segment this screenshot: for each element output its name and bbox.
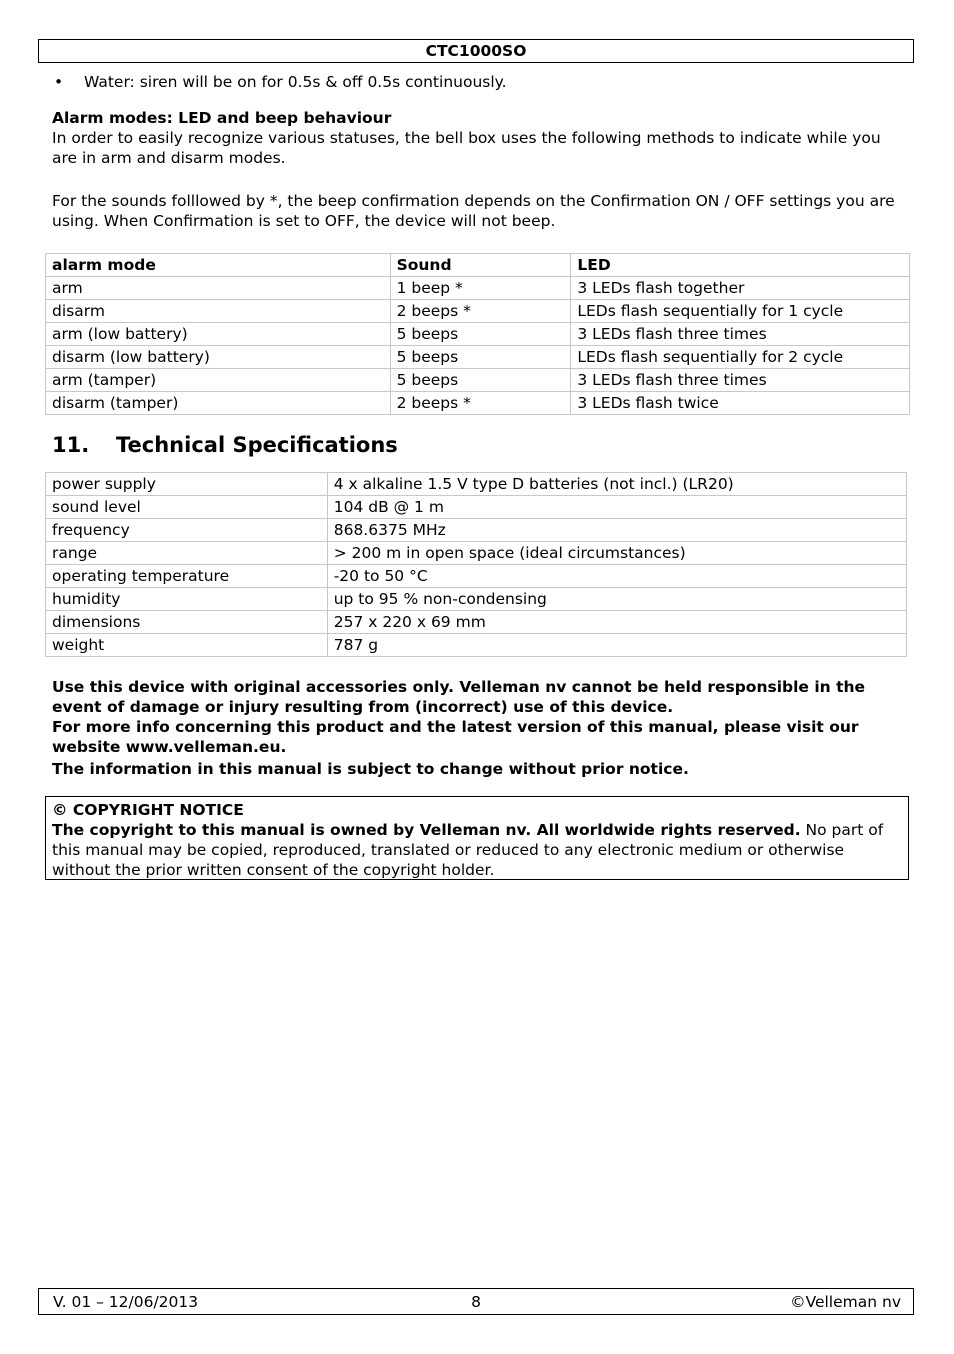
spec-value: 257 x 220 x 69 mm xyxy=(327,611,906,634)
cell-led: 3 LEDs flash together xyxy=(571,277,910,300)
cell-mode: disarm (low battery) xyxy=(46,346,391,369)
header-alarm-mode: alarm mode xyxy=(46,254,391,277)
tech-spec-heading xyxy=(52,431,398,459)
table-row xyxy=(46,519,907,542)
footer-version: V. 01 – 12/06/2013 xyxy=(53,1293,199,1311)
alarm-table xyxy=(45,253,910,415)
spec-label: sound level xyxy=(46,496,328,519)
section-number: 11. xyxy=(52,433,90,457)
spec-label: operating temperature xyxy=(46,565,328,588)
alarm-table-header-row xyxy=(46,254,910,277)
spec-value: 787 g xyxy=(327,634,906,657)
cell-led: 3 LEDs flash twice xyxy=(571,392,910,415)
cell-sound: 2 beeps * xyxy=(390,300,571,323)
table-row xyxy=(46,634,907,657)
notices xyxy=(52,677,912,779)
spec-value: 4 x alkaline 1.5 V type D batteries (not incl.) (LR20) xyxy=(327,473,906,496)
cell-led: 3 LEDs flash three times xyxy=(571,369,910,392)
spec-label: range xyxy=(46,542,328,565)
cell-mode: arm xyxy=(46,277,391,300)
notice-website: For more info concerning this product and the latest version of this manual, please visit our website www.velleman.eu. xyxy=(52,718,859,756)
cell-sound: 1 beep * xyxy=(390,277,571,300)
spec-value: > 200 m in open space (ideal circumstances) xyxy=(327,542,906,565)
alarm-section-title: Alarm modes: LED and beep behaviour xyxy=(52,109,392,127)
cell-led: 3 LEDs flash three times xyxy=(571,323,910,346)
cell-sound: 5 beeps xyxy=(390,369,571,392)
table-row xyxy=(46,588,907,611)
spec-value: 104 dB @ 1 m xyxy=(327,496,906,519)
copyright-bold: The copyright to this manual is owned by Velleman nv. All worldwide rights reserved. xyxy=(52,821,801,839)
spec-label: power supply xyxy=(46,473,328,496)
section-title: Technical Specifications xyxy=(116,433,398,457)
bullet-dot-icon: • xyxy=(54,73,64,91)
cell-sound: 2 beeps * xyxy=(390,392,571,415)
footer-owner: ©Velleman nv xyxy=(790,1293,901,1311)
header-sound: Sound xyxy=(390,254,571,277)
cell-mode: arm (low battery) xyxy=(46,323,391,346)
cell-sound: 5 beeps xyxy=(390,346,571,369)
table-row xyxy=(46,300,910,323)
header-model: CTC1000SO xyxy=(38,39,914,63)
cell-mode: arm (tamper) xyxy=(46,369,391,392)
table-row xyxy=(46,346,910,369)
table-row xyxy=(46,565,907,588)
spec-value: -20 to 50 °C xyxy=(327,565,906,588)
spec-label: frequency xyxy=(46,519,328,542)
table-row xyxy=(46,496,907,519)
header-led: LED xyxy=(571,254,910,277)
intro-content xyxy=(52,70,910,231)
notice-accessories: Use this device with original accessories only. Velleman nv cannot be held responsible in the event of damage or injury resulting from (incorrect) use of this device. xyxy=(52,678,866,716)
table-row xyxy=(46,277,910,300)
cell-sound: 5 beeps xyxy=(390,323,571,346)
copyright-rest: No part of this manual may be copied, reproduced, translated or reduced to any electronic medium or otherwise without the prior written consent of the copyright holder. xyxy=(52,821,884,879)
spec-table xyxy=(45,472,907,657)
bullet-text: Water: siren will be on for 0.5s & off 0.5s continuously. xyxy=(84,73,507,91)
table-row xyxy=(46,473,907,496)
footer xyxy=(38,1288,914,1315)
copyright-notice xyxy=(45,796,909,880)
spec-value: 868.6375 MHz xyxy=(327,519,906,542)
bullet-item xyxy=(52,70,910,94)
table-row xyxy=(46,323,910,346)
table-row xyxy=(46,542,907,565)
cell-mode: disarm (tamper) xyxy=(46,392,391,415)
spec-value: up to 95 % non-condensing xyxy=(327,588,906,611)
spec-label: weight xyxy=(46,634,328,657)
copyright-text xyxy=(52,820,902,880)
page-number: 8 xyxy=(471,1293,481,1311)
cell-mode: disarm xyxy=(46,300,391,323)
copyright-title: © COPYRIGHT NOTICE xyxy=(52,801,244,819)
alarm-para-2: For the sounds folllowed by *, the beep confirmation depends on the Confirmation ON / OFF settings you are using. When Confirmation is set to OFF, the device will not beep. xyxy=(52,192,895,230)
notice-change: The information in this manual is subject to change without prior notice. xyxy=(52,760,689,778)
spec-label: humidity xyxy=(46,588,328,611)
cell-led: LEDs flash sequentially for 2 cycle xyxy=(571,346,910,369)
table-row xyxy=(46,392,910,415)
table-row xyxy=(46,369,910,392)
alarm-para-1: In order to easily recognize various statuses, the bell box uses the following methods to indicate while you are in arm and disarm modes. xyxy=(52,129,881,167)
table-row xyxy=(46,611,907,634)
spec-label: dimensions xyxy=(46,611,328,634)
cell-led: LEDs flash sequentially for 1 cycle xyxy=(571,300,910,323)
